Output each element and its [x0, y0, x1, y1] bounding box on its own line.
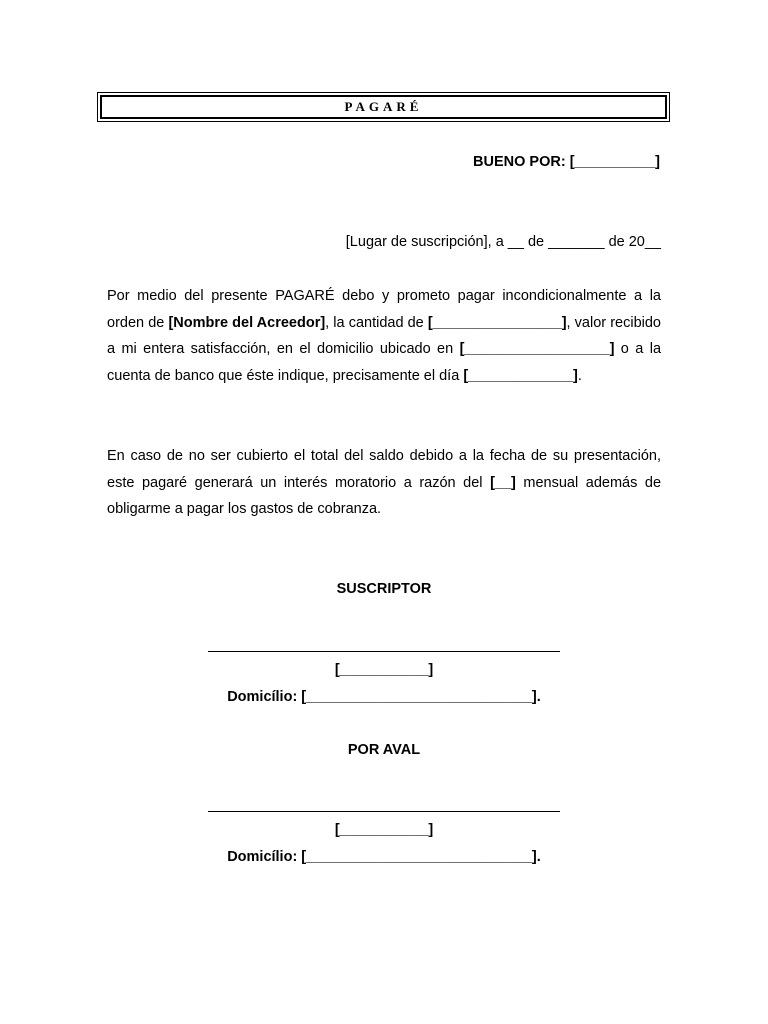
interest-paragraph	[107, 443, 661, 523]
suscriptor-signature-line	[208, 651, 560, 652]
promise-paragraph	[107, 283, 661, 390]
bueno-por-label: BUENO POR:	[473, 154, 566, 170]
title-box	[97, 92, 670, 122]
document-title: PAGARÉ	[344, 99, 423, 114]
aval-address-field: Domicílio: [____________________________].	[227, 849, 541, 865]
place-date-line: [Lugar de suscripción], a __ de _______ de 20__	[345, 234, 661, 250]
payment-address-field: [__________________]	[459, 341, 615, 358]
aval-signature-line	[208, 811, 560, 812]
promise-text-4: o a la cuenta de banco que éste indique, precisamente el día	[107, 341, 662, 385]
promise-text-3: , valor recibido a mi entera satisfacción, en el domicilio ubicado en	[107, 314, 661, 358]
suscriptor-address-field: Domicílio: [____________________________].	[227, 689, 541, 705]
interest-text-1: En caso de no ser cubierto el total del saldo debido a la fecha de su presentación, este pagaré generará un interés moratorio a razón del	[107, 448, 661, 491]
aval-name-field: [___________]	[334, 822, 434, 838]
suscriptor-name-field: [___________]	[334, 662, 434, 678]
bueno-por-line	[473, 154, 660, 170]
due-date-field: [_____________]	[463, 368, 578, 385]
promise-text-1: Por medio del presente PAGARÉ debo y prometo pagar incondicionalmente a la orden de	[107, 288, 661, 331]
promise-text-5: .	[577, 368, 582, 385]
creditor-name-field: [Nombre del Acreedor]	[168, 314, 326, 331]
amount-field: [________________]	[427, 314, 567, 331]
bueno-por-amount: [__________]	[569, 154, 660, 170]
interest-text-2: mensual además de obligarme a pagar los gastos de cobranza.	[107, 474, 662, 518]
suscriptor-heading: SUSCRIPTOR	[336, 581, 432, 597]
aval-heading: POR AVAL	[347, 742, 421, 758]
interest-rate-field: [__]	[490, 474, 516, 491]
promise-text-2: , la cantidad de	[325, 314, 428, 331]
title-frame	[100, 95, 667, 119]
